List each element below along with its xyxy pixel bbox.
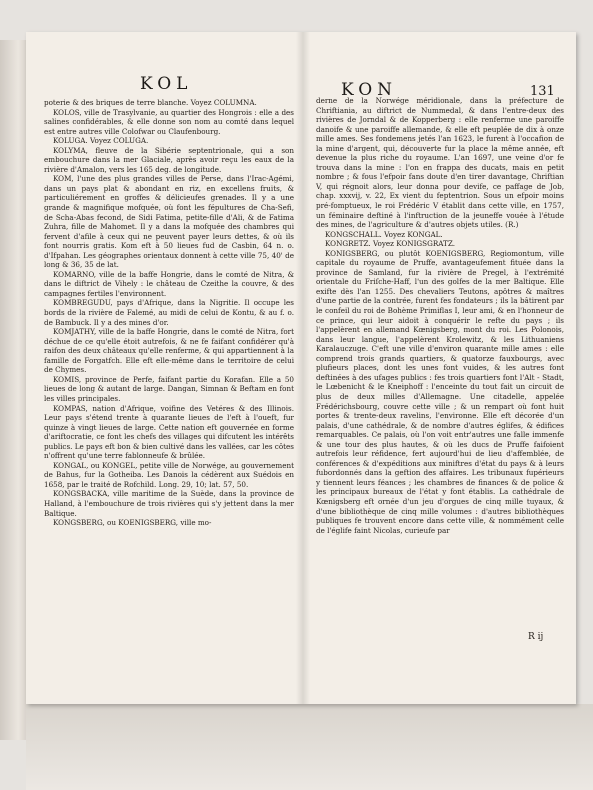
- dictionary-entry: KOLYMA, fleuve de la Sibérie septentrionale, qui a son embouchure dans la mer Glaciale, après avoir reçu les eaux de la rivière d'Amalon, vers les 165 deg. de longitude.: [44, 145, 294, 174]
- dictionary-entry: KONGAL, ou KONGEL, petite ville de Norwége, au gouvernement de Bahus, fur la Gotheiba. Les Danois la cédèrent aux Suédois en 1658, par le traité de Rofchild. Long. 29, 10; lat. 57, 50.: [44, 460, 294, 489]
- dictionary-entry: KONGSCHALL. Voyez KONGAL.: [325, 229, 443, 239]
- dictionary-entry: derne de la Norwége méridionale, dans la préfecture de Chriftiania, au diftrict de Nummedal, & dans l'entre-deux des rivières de Jorndal & de Kopperberg : elle renferme une paroiffe danoife & une paroiffe allemande, & elle eft peuplée de dix à onze mille ames. Ses fondemens jetés l'an 1623, le furent à l'occafion de la mine d'argent, qui, découverte fur la place la même année, eft devenue la plus riche du royaume. L'an 1697, une veine d'or fe trouva dans la mine : l'on en frappa des ducats, mais en petit nombre ; & fous l'efpoir fans doute d'en tirer davantage, Chriftian V, qui régnoit alors, leur donna pour devife, ce paffage de Job, chap. xxxvij, v. 22, Ex vient du feptentrion. Sous un efpoir moins pré-fomptueux, le roi Frédéric V établit dans cette ville, en 1757, un féminaire deftiné à l'inftruction de la jeuneffe vouée à l'étude des mines, de l'agriculture & d'autres objets utiles. (R.): [316, 96, 564, 230]
- dictionary-entry: poterie & des briques de terre blanche. Voyez COLUMNA.: [44, 98, 257, 107]
- dictionary-entry: KOLUGA. Voyez COLUGA.: [53, 136, 149, 146]
- dictionary-entry: KOMARNO, ville de la baffe Hongrie, dans le comté de Nitra, & dans le diftrict de Vihely : le château de Czeithe la couvre, & des campagnes fertiles l'environnent.: [44, 269, 294, 298]
- left-column-text: [44, 98, 294, 528]
- signature-mark: R ij: [528, 632, 544, 642]
- background-surface: [26, 704, 593, 790]
- dictionary-entry: KOMBREGUDU, pays d'Afrique, dans la Nigritie. Il occupe les bords de la rivière de Falemé, au midi de celui de Kontu, & au f. o. de Bambuck. Il y a des mines d'or.: [44, 298, 294, 327]
- page-number: 131: [530, 84, 555, 99]
- book-page: [26, 32, 576, 704]
- dictionary-entry: KOM, l'une des plus grandes villes de Perse, dans l'Irac-Agémi, dans un pays plat & abondant en riz, en excellens fruits, & particuliérement en groffes & délicieufes grenades. Il y a une grande & magnifique mofquée, où font les fépultures de Cha-Sefi, de Scha-Abas fecond, de Sidi Fatima, petite-fille d'Ali, & de Fatima Zuhra, fille de Mahomet. Il y a dans la mofquée des chambres qui fervent d'afile à ceux qui ne peuvent payer leurs dettes, & où ils font nourris gratis. Kom eft à 50 lieues fud de Casbin, 64 n. o. d'Ifpahan. Les géographes orientaux donnent à cette ville 75, 40' de long & 36, 35 de lat.: [44, 174, 294, 270]
- dictionary-entry: KOMPAS, nation d'Afrique, voifine des Vetéres & des Illinois. Leur pays s'étend trente à quarante lieues de l'eft à l'oueft, fur quinze à vingt lieues de large. Cette nation eft gouvernée en forme d'ariftocratie, ce font les chefs des villages qui difcutent les intérêts publics. Le pays eft bon & bien cultivé dans les vallées, car les côtes n'offrent qu'une terre fablonneufe & brûlée.: [44, 403, 294, 461]
- right-column-text: [316, 96, 564, 535]
- left-running-head: KOL: [140, 74, 193, 94]
- dictionary-entry: KOLOS, ville de Trasylvanie, au quartier des Hongrois : elle a des salines confidérables, & elle donne son nom au comté dans lequel est entre autres ville Colofwar ou Claufenbourg.: [44, 107, 294, 136]
- column-gutter: [296, 32, 310, 704]
- dictionary-entry: KOMJATHY, ville de la baffe Hongrie, dans le comté de Nitra, fort déchue de ce qu'elle étoit autrefois, & ne fe faifant confidérer qu'à raifon des deux châteaux qu'elle renferme, & qui appartiennent à la famille de Forgatfch. Elle eft elle-même dans le territoire de celui de Chymes.: [44, 327, 294, 375]
- dictionary-entry: KOMIS, province de Perfe, faifant partie du Korafan. Elle a 50 lieues de long & autant de large. Dangan, Simnan & Beftam en font les villes principales.: [44, 374, 294, 403]
- dictionary-entry: KONIGSBERG, ou plutôt KOENIGSBERG, Regiomontum, ville capitale du royaume de Pruffe, avantageufement fituée dans la province de Samland, fur la rivière de Pregel, à l'extrémité orientale du Friſche-Haff, l'un des golfes de la mer Baltique. Elle exifte dès l'an 1255. Des chevaliers Teutons, apôtres & maîtres d'une partie de la contrée, furent fes fondateurs ; ils la bâtirent par le confeil du roi de Bohème Primiflas I, leur ami, & en l'honneur de ce prince, qui leur aidoit à conquérir le refte du pays ; ils l'appelèrent en allemand Kœnigsberg, mont du roi. Les Polonois, dans leur langue, l'appelèrent Krolewitz, & les Lithuaniens Karalauczuge. C'eft une ville d'environ quarante mille ames : elle comprend trois grands quartiers, & quatorze fauxbourgs, avec plufieurs places, dont les unes font vuides, & les autres font deftinées à des ufages publics : fes trois quartiers font l'Alt - Stadt, le Lœbenicht & le Kneiphoff : l'enceinte du tout fait un circuit de plus de deux milles d'Allemagne. Une citadelle, appelée Frédérichsbourg, couvre cette ville ; & un rempart où font huit portes & trente-deux ravelins, l'environne. Elle eft décorée d'un palais, d'une cathédrale, & de nombre d'autres églifes, & édifices remarquables. Ce palais, où l'on voit entr'autres une falle immenfe & une tour des plus hautes, & où les ducs de Pruffe faifoient autrefois leur réfidence, fert aujourd'hui de lieu d'affemblée, de conférences & d'expéditions aux miniftres d'état du pays & à leurs fubordonnés dans la geftion des affaires. Les tribunaux fupérieurs y tiennent leurs féances ; les chambres de finances & de police & les principaux bureaux de l'état y font établis. La cathédrale de Kœnigsberg eft ornée d'un jeu d'orgues de cinq mille tuyaux, & d'une bibliothèque de cinq mille volumes : d'autres bibliothèques publiques fe trouvent encore dans cette ville, & nommément celle de l'églife faint Nicolas, curieufe par: [316, 248, 564, 535]
- right-running-head: KON: [341, 80, 398, 100]
- dictionary-entry: KONGRETZ. Voyez KONIGSGRATZ.: [325, 239, 455, 249]
- dictionary-entry: KONGSBACKA, ville maritime de la Suède, dans la province de Halland, à l'embouchure de trois rivières qui s'y jettent dans la mer Baltique.: [44, 489, 294, 518]
- previous-page-edge: [0, 40, 26, 740]
- dictionary-entry: KONGSBERG, ou KOENIGSBERG, ville mo-: [53, 518, 212, 528]
